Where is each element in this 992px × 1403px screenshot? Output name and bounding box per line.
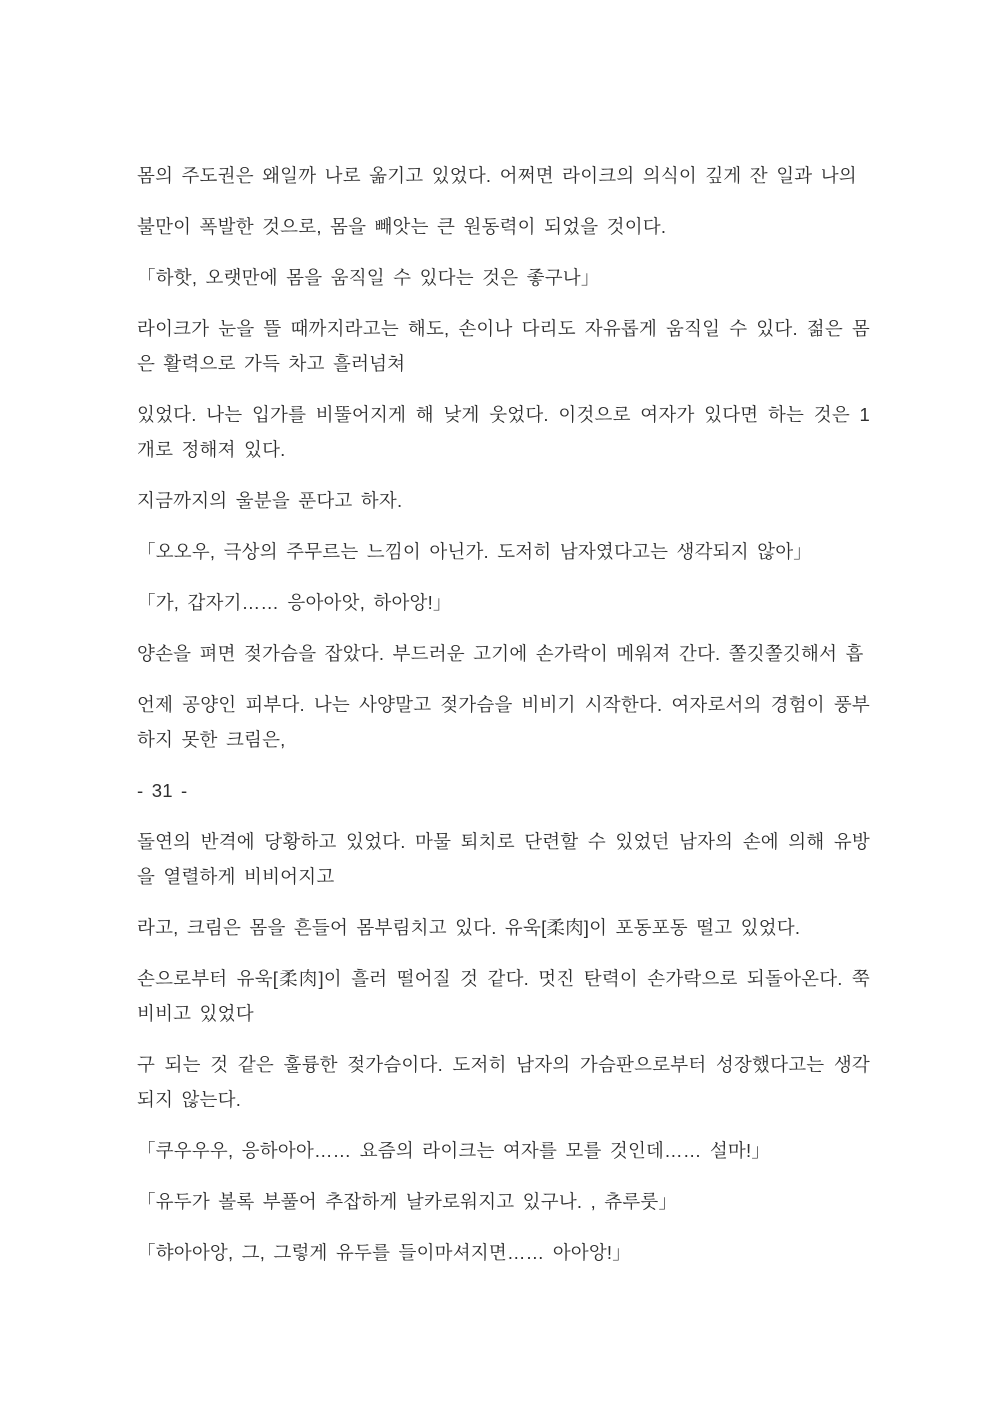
- paragraph: 지금까지의 울분을 푼다고 하자.: [137, 490, 403, 511]
- paragraph: 불만이 폭발한 것으로, 몸을 빼앗는 큰 원동력이 되었을 것이다.: [137, 216, 667, 237]
- paragraph: 구 되는 것 같은 훌륭한 젖가슴이다. 도저히 남자의 가슴판으로부터 성장했다고는 생각되지 않는다.: [137, 1054, 870, 1110]
- paragraph: 양손을 펴면 젖가슴을 잡았다. 부드러운 고기에 손가락이 메워져 간다. 쫄깃쫄깃해서 흡: [137, 643, 864, 664]
- dialogue-line: 「오오우, 극상의 주무르는 느낌이 아닌가. 도저히 남자였다고는 생각되지 않아」: [137, 541, 813, 562]
- dialogue-line: 「유두가 볼록 부풀어 추잡하게 날카로워지고 있구나. , 츄루룻」: [137, 1191, 678, 1212]
- page-number: - 31 -: [137, 780, 188, 801]
- dialogue-line: 「햐아아앙, 그, 그렇게 유두를 들이마셔지면…… 아아앙!」: [137, 1242, 631, 1263]
- paragraph: 손으로부터 유욱[柔肉]이 흘러 떨어질 것 같다. 멋진 탄력이 손가락으로 되돌아온다. 쭉 비비고 있었다: [137, 968, 870, 1024]
- dialogue-line: 「가, 갑자기…… 응아아앗, 하아앙!」: [137, 592, 452, 613]
- paragraph: 있었다. 나는 입가를 비뚤어지게 해 낮게 웃었다. 이것으로 여자가 있다면 하는 것은 1개로 정해져 있다.: [137, 404, 870, 460]
- paragraph: 라이크가 눈을 뜰 때까지라고는 해도, 손이나 다리도 자유롭게 움직일 수 있다. 젊은 몸은 활력으로 가득 차고 흘러넘쳐: [137, 318, 870, 374]
- dialogue-line: 「쿠우우우, 응하아아…… 요즘의 라이크는 여자를 모를 것인데…… 설마!」: [137, 1140, 771, 1161]
- paragraph: 돌연의 반격에 당황하고 있었다. 마물 퇴치로 단련할 수 있었던 남자의 손에 의해 유방을 열렬하게 비비어지고: [137, 831, 870, 887]
- dialogue-line: 「하핫, 오랫만에 몸을 움직일 수 있다는 것은 좋구나」: [137, 267, 600, 288]
- paragraph: 언제 공양인 피부다. 나는 사양말고 젖가슴을 비비기 시작한다. 여자로서의 경험이 풍부하지 못한 크림은,: [137, 694, 870, 750]
- paragraph: 몸의 주도권은 왜일까 나로 옮기고 있었다. 어쩌면 라이크의 의식이 깊게 잔 일과 나의: [137, 165, 857, 186]
- paragraph: 라고, 크림은 몸을 흔들어 몸부림치고 있다. 유욱[柔肉]이 포동포동 떨고 있었다.: [137, 917, 801, 938]
